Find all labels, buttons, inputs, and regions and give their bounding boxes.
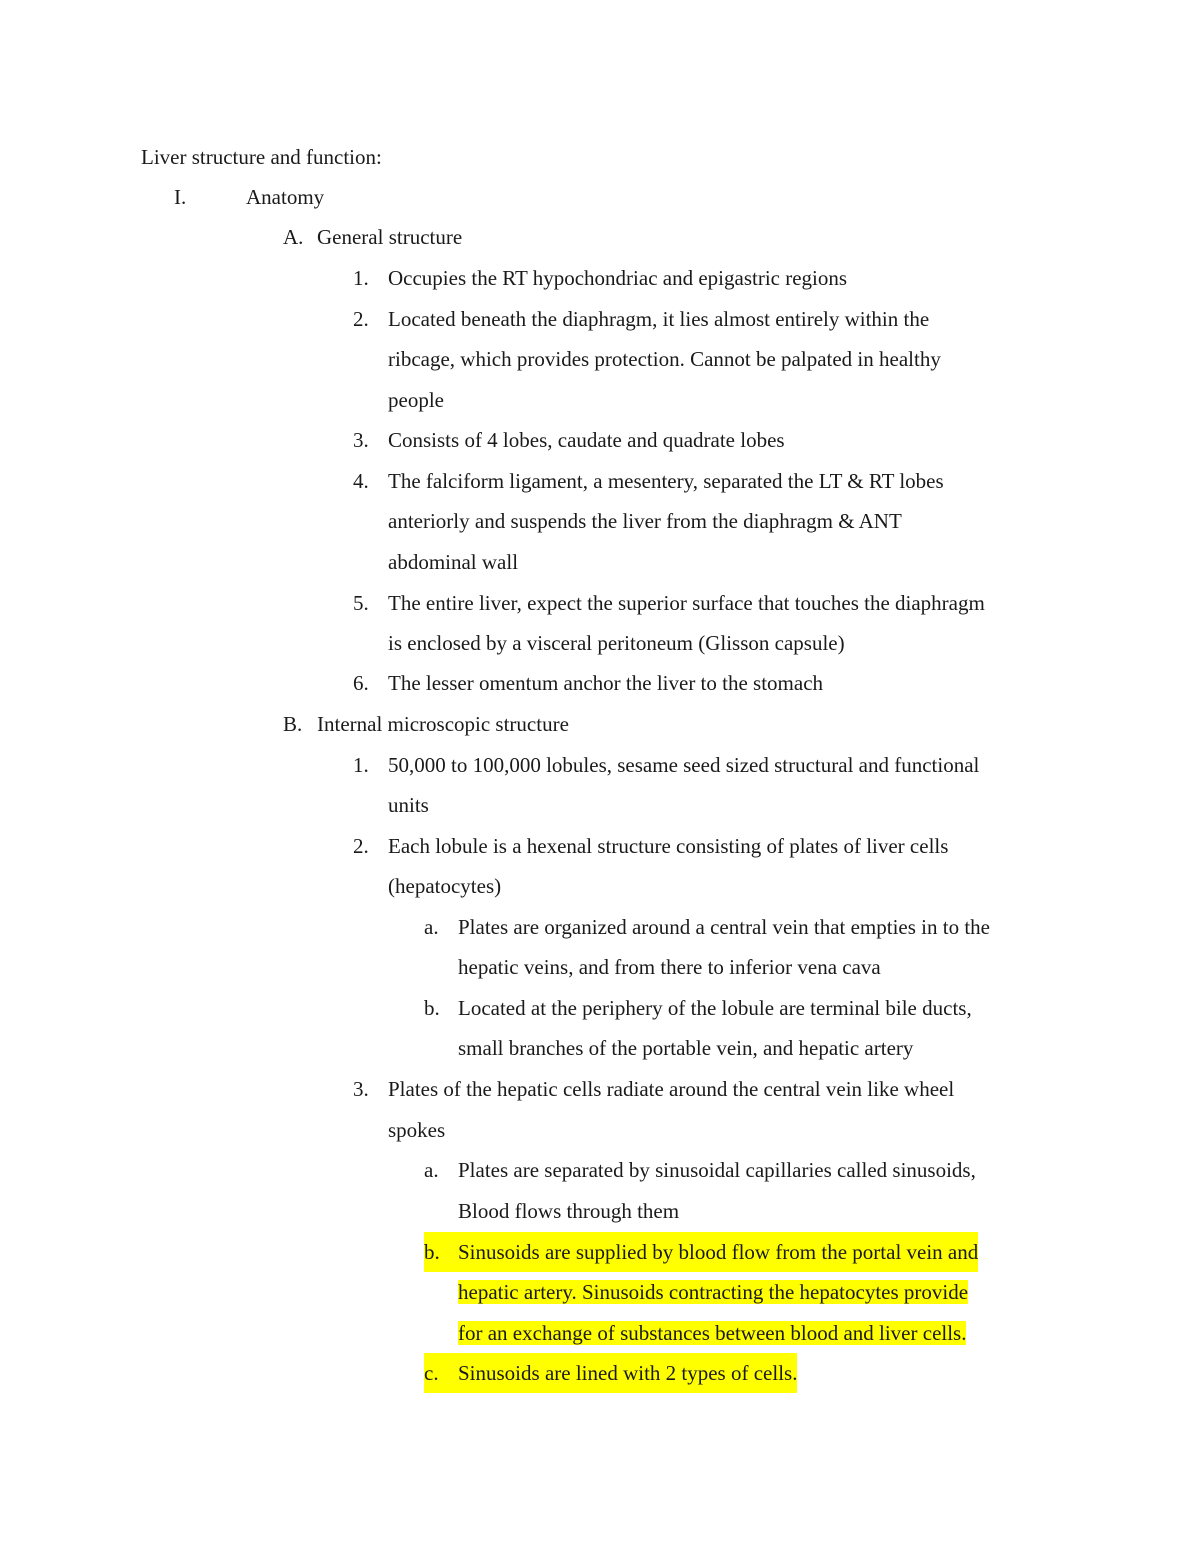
letter-label: A.: [283, 225, 304, 249]
item-text: Plates of the hepatic cells radiate around the central vein like wheel: [388, 1077, 955, 1101]
sub-item-letter: a.: [424, 1158, 439, 1182]
sub-item-text: Sinusoids are lined with 2 types of cells.: [458, 1353, 797, 1393]
roman-numeral-label: I.: [174, 185, 187, 209]
item-number: 5.: [353, 591, 369, 615]
item-text-continued: ribcage, which provides protection. Cannot be palpated in healthy: [388, 347, 941, 371]
section-heading: Anatomy: [246, 185, 325, 209]
item-text-continued: anteriorly and suspends the liver from the diaphragm & ANT: [388, 509, 902, 533]
sub-item-letter: a.: [424, 915, 439, 939]
item-text: The lesser omentum anchor the liver to the stomach: [388, 671, 824, 695]
item-number: 1.: [353, 753, 369, 777]
item-text-continued: spokes: [388, 1118, 446, 1142]
sub-item-text: Plates are separated by sinusoidal capillaries called sinusoids,: [458, 1158, 976, 1182]
item-text: Located beneath the diaphragm, it lies almost entirely within the: [388, 307, 930, 331]
item-number: 1.: [353, 266, 369, 290]
item-number: 6.: [353, 671, 369, 695]
item-text-continued: (hepatocytes): [388, 874, 502, 898]
letter-label: B.: [283, 712, 303, 736]
sub-item-text-continued: small branches of the portable vein, and hepatic artery: [458, 1036, 914, 1060]
sub-item-letter: c.: [424, 1353, 458, 1393]
item-text-continued: abdominal wall: [388, 550, 519, 574]
item-number: 2.: [353, 307, 369, 331]
subsection-heading: Internal microscopic structure: [317, 712, 569, 736]
item-text: The entire liver, expect the superior surface that touches the diaphragm: [388, 591, 985, 615]
sub-item-text: Plates are organized around a central vein that empties in to the: [458, 915, 991, 939]
highlighted-text: for an exchange of substances between blood and liver cells.: [458, 1321, 967, 1345]
sub-item-text-continued: hepatic veins, and from there to inferior vena cava: [458, 955, 881, 979]
item-text: The falciform ligament, a mesentery, separated the LT & RT lobes: [388, 469, 944, 493]
sub-item-text: Located at the periphery of the lobule are terminal bile ducts,: [458, 996, 972, 1020]
item-text-continued: units: [388, 793, 429, 817]
sub-item-letter: b.: [424, 1232, 458, 1272]
sub-item-text: Sinusoids are supplied by blood flow from the portal vein and: [458, 1232, 978, 1272]
item-text: Consists of 4 lobes, caudate and quadrate lobes: [388, 428, 785, 452]
highlighted-text: hepatic artery. Sinusoids contracting the hepatocytes provide: [458, 1280, 969, 1304]
subsection-heading: General structure: [317, 225, 463, 249]
item-text-continued: is enclosed by a visceral peritoneum (Glisson capsule): [388, 631, 845, 655]
item-text-continued: people: [388, 388, 444, 412]
item-number: 3.: [353, 1077, 369, 1101]
item-text: 50,000 to 100,000 lobules, sesame seed sized structural and functional: [388, 753, 980, 777]
item-number: 2.: [353, 834, 369, 858]
item-number: 3.: [353, 428, 369, 452]
sub-item-text-continued: [458, 1313, 966, 1353]
sub-item-text-continued: [458, 1272, 968, 1312]
document-title: Liver structure and function:: [141, 145, 382, 169]
item-text: Each lobule is a hexenal structure consisting of plates of liver cells: [388, 834, 949, 858]
item-text: Occupies the RT hypochondriac and epigastric regions: [388, 266, 848, 290]
sub-item-letter: b.: [424, 996, 440, 1020]
sub-item-text-continued: Blood flows through them: [458, 1199, 680, 1223]
item-number: 4.: [353, 469, 369, 493]
